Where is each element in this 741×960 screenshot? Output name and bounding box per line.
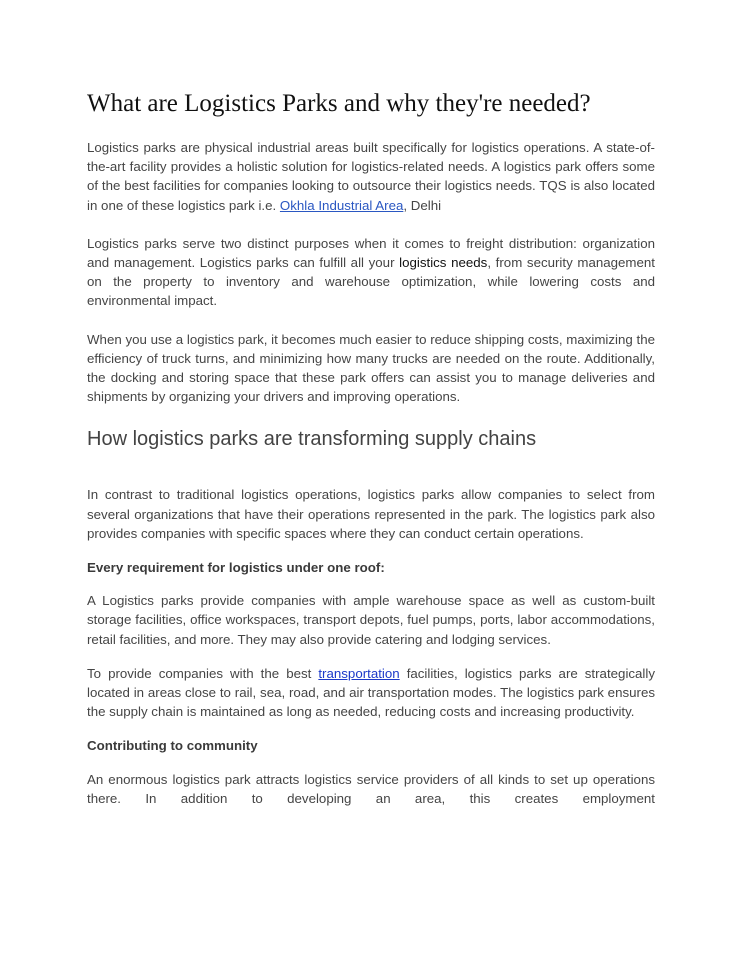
contrast-paragraph: In contrast to traditional logistics operations, logistics parks allow companies to select from several organizations that have their operations represented in the park. The logistics park also provides companies with specific spaces where they can conduct certain operations.: [87, 487, 655, 541]
intro-text: Logistics parks are physical industrial areas built specifically for logistics operations. A state-of-the-art facility provides a holistic solution for logistics-related needs. A logistics park offers some of the best facilities for companies looking to outsource their logistics needs. TQS is also located in one of these logistics park i.e.: [87, 140, 655, 213]
purposes-paragraph: [87, 234, 655, 311]
transportation-text: To provide companies with the best: [87, 665, 319, 681]
transportation-link[interactable]: transportation: [318, 665, 400, 681]
purposes-text-end: , from security management on the property to inventory and warehouse optimization, while lowering costs and environmental impact.: [87, 255, 655, 309]
shipping-costs-paragraph: When you use a logistics park, it becomes much easier to reduce shipping costs, maximizing the efficiency of truck turns, and minimizing how many trucks are needed on the route. Additionally, the docking and storing space that these park offers can assist you to manage deliveries and shipments by organizing your drivers and improving operations.: [87, 331, 655, 405]
subheading-community: Contributing to community: [87, 738, 258, 754]
intro-text-end: , Delhi: [403, 197, 442, 213]
transportation-text-end: facilities, logistics parks are strategically located in areas close to rail, sea, road, and air transportation modes. The logistics park ensures the supply chain is maintained as long as needed, reducing costs and increasing productivity.: [87, 665, 655, 720]
subheading-one-roof: Every requirement for logistics under one roof:: [87, 560, 385, 576]
community-paragraph: An enormous logistics park attracts logistics service providers of all kinds to set up operations there. In addition to developing an area, this creates employment: [87, 771, 655, 806]
intro-paragraph: [87, 138, 655, 215]
okhla-industrial-area-link[interactable]: Okhla Industrial Area: [279, 197, 404, 213]
page-title: What are Logistics Parks and why they're needed?: [87, 90, 591, 117]
logistics-needs-phrase: logistics needs: [399, 255, 488, 271]
warehouse-paragraph: A Logistics parks provide companies with ample warehouse space as well as custom-built storage facilities, office workspaces, transport depots, fuel pumps, ports, labor accommodations, retail facilities, and more. They may also provide catering and lodging services.: [87, 593, 655, 647]
section-heading: How logistics parks are transforming supply chains: [87, 428, 537, 451]
transportation-paragraph: [87, 664, 655, 722]
purposes-text: Logistics parks serve two distinct purposes when it comes to freight distribution: organization and management. Logistics parks can fulfill all your: [87, 235, 655, 271]
document-page: [87, 88, 655, 827]
